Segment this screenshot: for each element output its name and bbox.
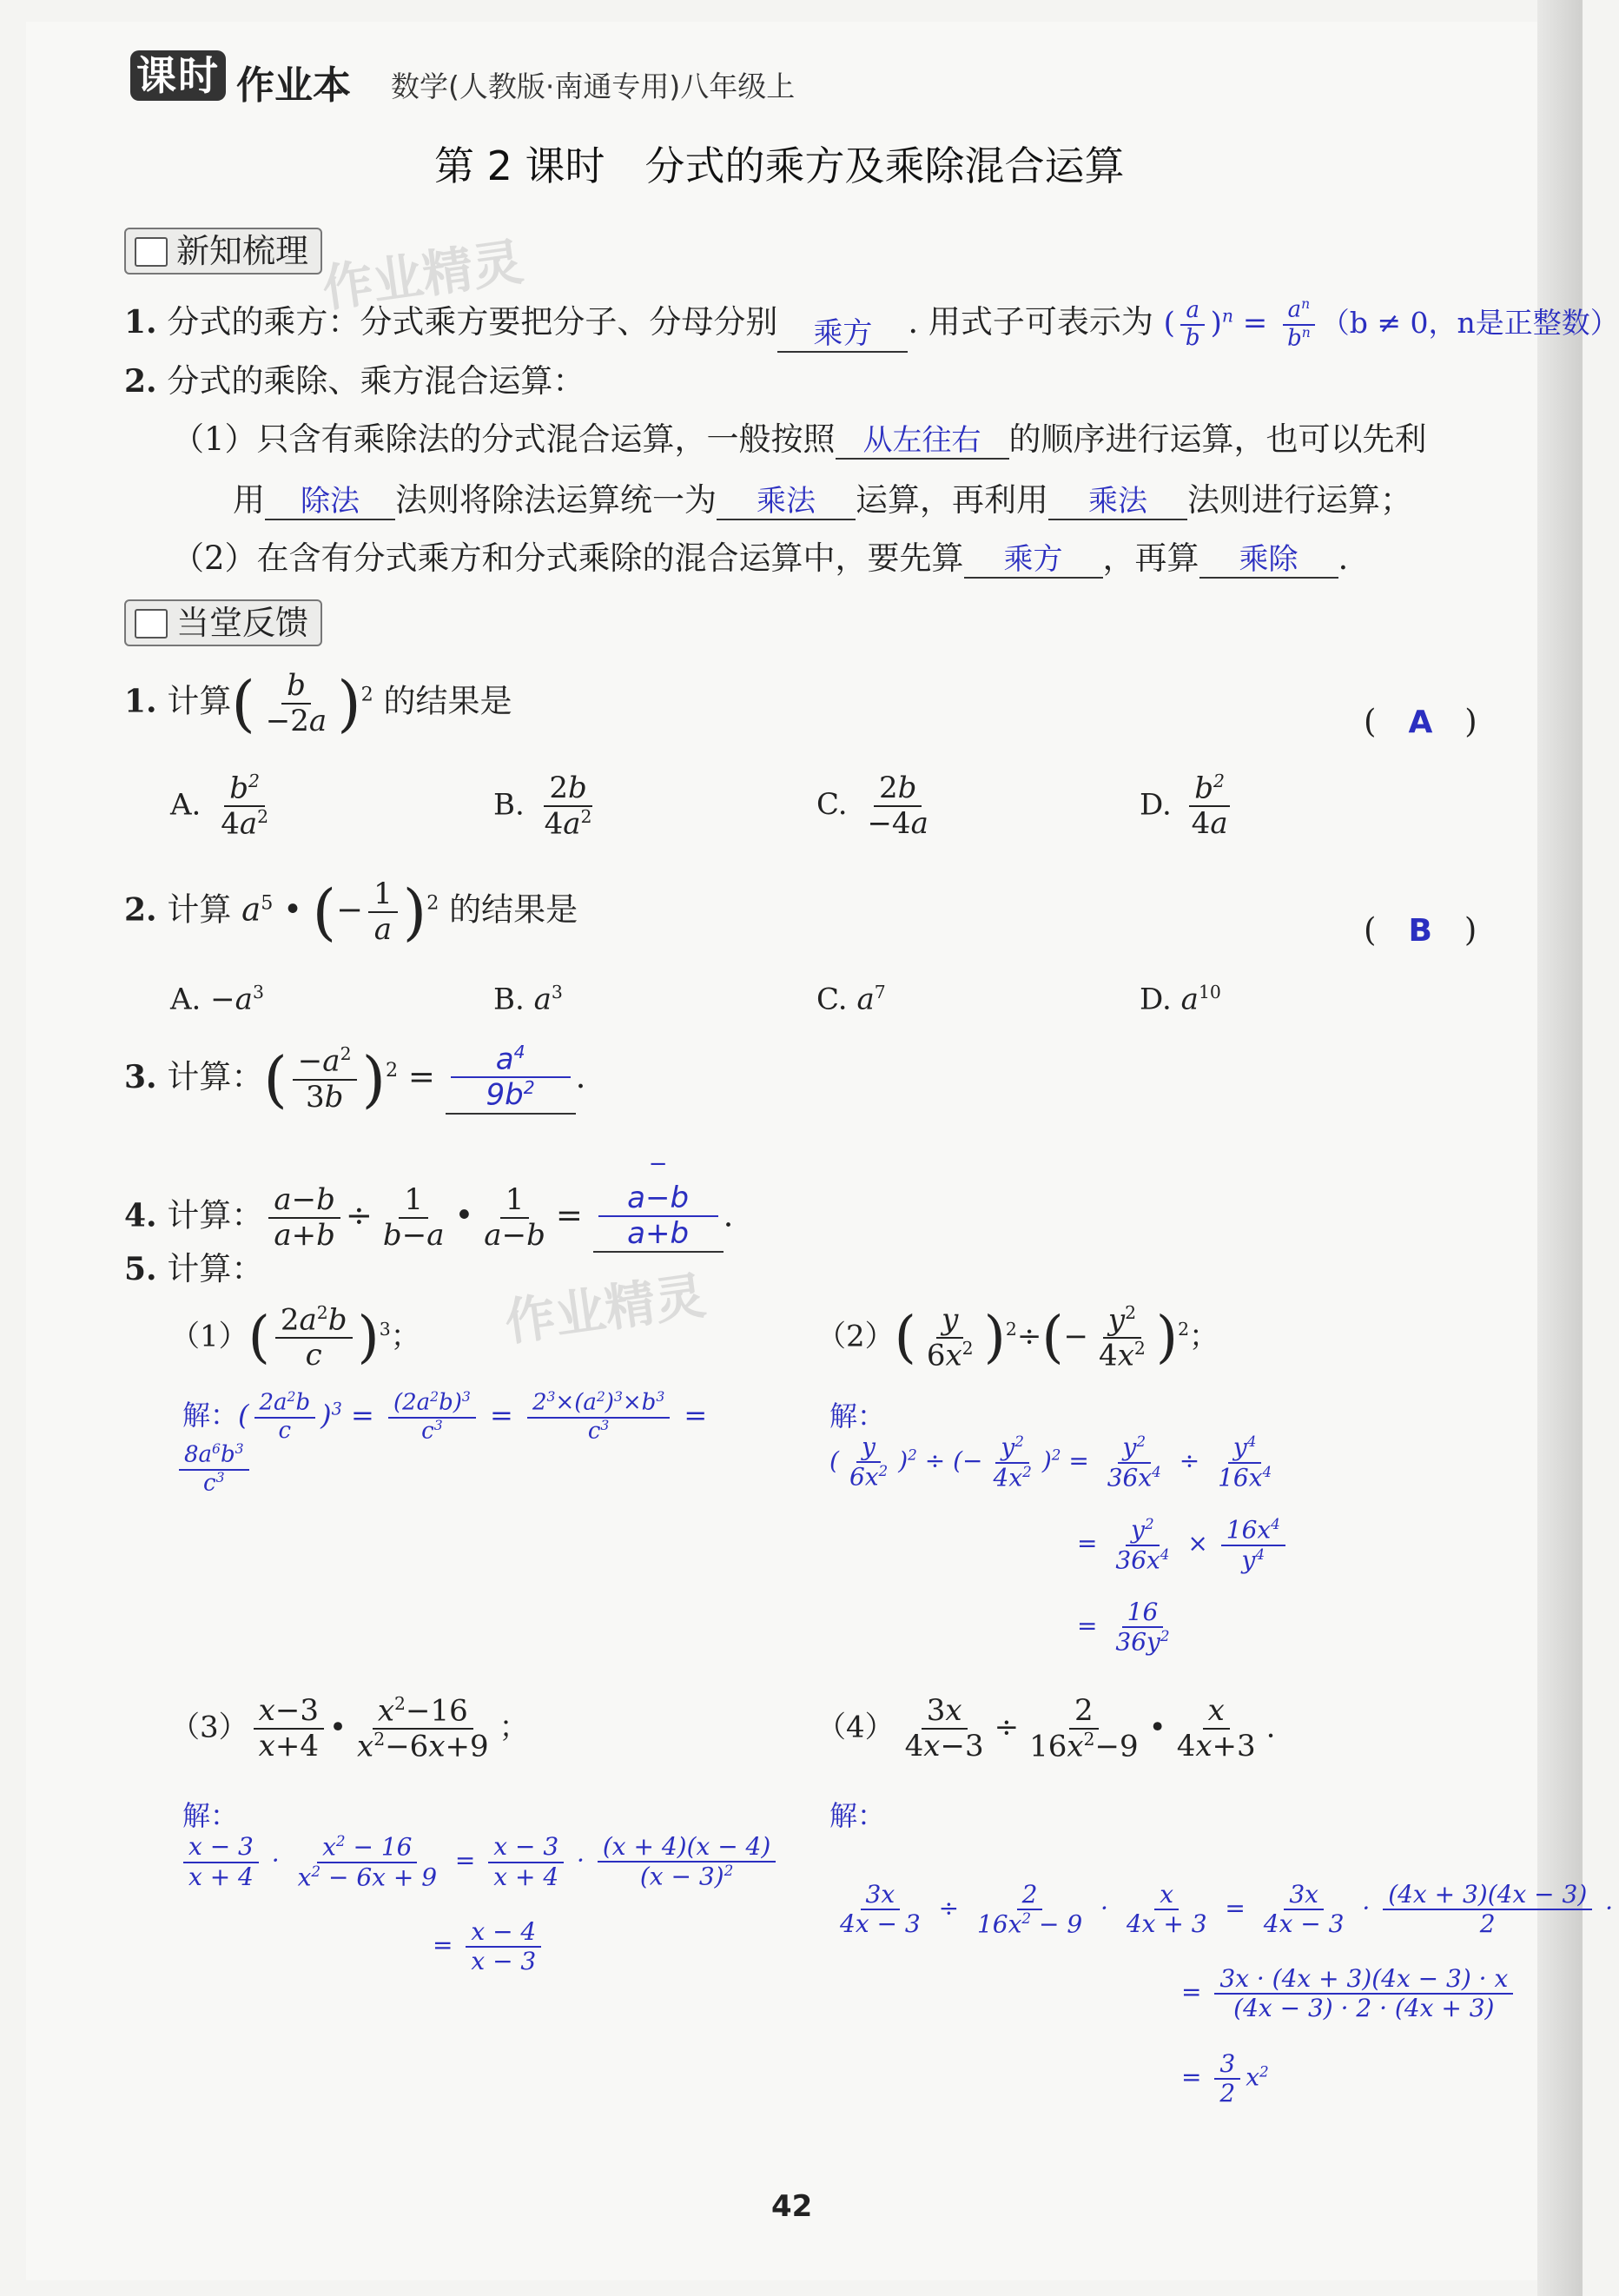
section-header-feedback: 当堂反馈 [124,599,322,646]
question-5: 5. 计算： [124,1250,264,1287]
q5-2-step-2: = $\frac{y^2}{36x^4}$ × $\frac{16x^4}{y^4}$ [1077,1516,1291,1574]
q5-2-step-3: = $\frac{16}{36y^2}$ [1077,1598,1170,1657]
answer-bracket-2: ( B ) [1364,911,1477,949]
q5-part-4: （4） $\frac{3x}{4x-3}$ ÷ $\frac{2}{16x^2-9}$ • $\frac{x}{4x+3}$ . [816,1693,1276,1764]
blank-1: 乘方 [777,316,908,353]
theory-item-2-2: （2）在含有分式乘方和分式乘除的混合运算中，要先算 乘方 ，再算 乘除 . [172,539,1349,577]
question-1: 1. 计算( $\frac{b}{-2a}$ )$^2$ 的结果是 [124,667,512,739]
q5-4-step-2: = $\frac{3x \cdot (4x + 3)(4x - 3) \cdot x}{(4x - 3) \cdot 2 \cdot (4x + 3)}$ [1181,1965,1518,2022]
q5-4-step-3: = $\frac{3}{2}$ $x^2$ [1181,2049,1269,2108]
theory-item-2-1-cont: 用 除法 法则将除法运算统一为 乘法 运算，再利用 乘法 法则进行运算； [233,481,1412,519]
q5-part-3: （3） $\frac{x-3}{x+4}$ • $\frac{x^2-16}{x^2-6x+9}$ ； [170,1693,529,1764]
q5-3-step-1: $\frac{x - 3}{x + 4}$ · $\frac{x^2 - 16}{x^2 - 6x + 9}$ = $\frac{x - 3}{x + 4}$ · $\frac{(x + 4)(x - 4)}{(x - 3)^2}$ [178,1833,781,1891]
q1-option-b: B. $\frac{2b}{4a^2}$ [493,771,592,842]
q2-option-b: B. $a^3$ [493,982,563,1017]
watermark: 作业精灵 [501,1266,710,1353]
blank-4: 乘法 [717,484,856,520]
question-4: 4. 计算： $\frac{a-b}{a+b}$ ÷ $\frac{1}{b-a}$ • $\frac{1}{a-b}$ = − a−b a+b . [124,1147,733,1253]
q1-option-a: A. $\frac{b^2}{4a^2}$ [170,771,269,842]
q5-3-step-2: = $\frac{x - 4}{x - 3}$ [433,1918,546,1975]
pencil-icon [135,609,168,639]
q5-1-result: $\frac{8a^6b^3}{c^3}$ [174,1442,254,1497]
q5-3-solution-label: 解： [182,1799,239,1832]
blank-7: 乘除 [1199,542,1338,579]
theory-item-2-1: （1）只含有乘除法的分式混合运算，一般按照 从左往右 的顺序进行运算，也可以先利 [172,420,1427,458]
section-header-theory: 新知梳理 [124,228,322,275]
theory-item-2: 2. 分式的乘除、乘方混合运算： [124,362,585,400]
question-3: 3. 计算：( $\frac{-a^2}{3b}$ )$^2$ = $a^4$ $9b^2$ . [124,1042,586,1115]
q2-option-c: C. $a^7$ [816,982,886,1017]
q5-part-1: （1）( $\frac{2a^2b}{c}$ )$^3$； [170,1302,420,1373]
question-2: 2. 计算 $a^5$ • (− $\frac{1}{a}$ )$^2$ 的结果是 [124,876,578,948]
q5-2-step-1: ( $\frac{y}{6x^2}$ )$^2$ ÷ (− $\frac{y^2}{4x^2}$ )$^2$ = $\frac{y^2}{36x^4}$ ÷ $\frac{y^4}{16x^4}$ [829,1433,1272,1492]
logo: 课时 [130,50,226,101]
blank-2: 从左往右 [836,423,1009,460]
subject-line: 数学(人教版·南通专用)八年级上 [391,69,796,103]
q5-1-solution: 解：( $\frac{2a^2b}{c}$ )$^3$ = $\frac{(2a^2b)^3}{c^3}$ = $\frac{2^3\times(a^2)^3\times b^3}{c^3}$ = [182,1389,708,1445]
power-formula: ( $\frac{a}{b}$ )$^n$ = $\frac{a^n}{b^n}$ [1164,306,1321,341]
blank-6: 乘方 [964,542,1103,579]
q5-4-solution-label: 解： [829,1799,886,1832]
series-name: 作业本 [236,63,351,108]
blank-3: 除法 [265,484,395,520]
blank-5: 乘法 [1048,484,1187,520]
q1-option-c: C. $\frac{2b}{-4a}$ [816,771,928,842]
q1-option-d: D. $\frac{b^2}{4a}$ [1140,771,1239,842]
theory-item-1: 1. 分式的乘方：分式乘方要把分子、分母分别 乘方 . 用式子可表示为 ( $\frac{a}{b}$ )$^n$ = $\frac{a^n}{b^n}$ （b ≠ 0，n是正整数） [124,296,1619,352]
q5-2-solution-label: 解： [829,1399,886,1433]
book-icon [135,237,168,267]
answer-bracket-1: ( A ) [1364,703,1477,740]
q2-option-d: D. $a^{10}$ [1140,982,1221,1017]
watermark: 作业精灵 [319,232,527,319]
q2-option-a: A. $-a^3$ [170,982,264,1017]
q5-4-step-1: $\frac{3x}{4x - 3}$ ÷ $\frac{2}{16x^2 - 9}$ · $\frac{x}{4x + 3}$ = $\frac{3x}{4x - 3}$ · $\frac{(4x + 3)(4x - 3)}{2}$ · [840,1880,1614,1939]
page-number: 42 [771,2189,813,2224]
q5-part-2: （2）( $\frac{y}{6x^2}$ )$^2$÷(− $\frac{y^2}{4x^2}$ )$^2$； [816,1302,1219,1373]
lesson-title: 第 2 课时 分式的乘方及乘除混合运算 [434,142,1125,189]
